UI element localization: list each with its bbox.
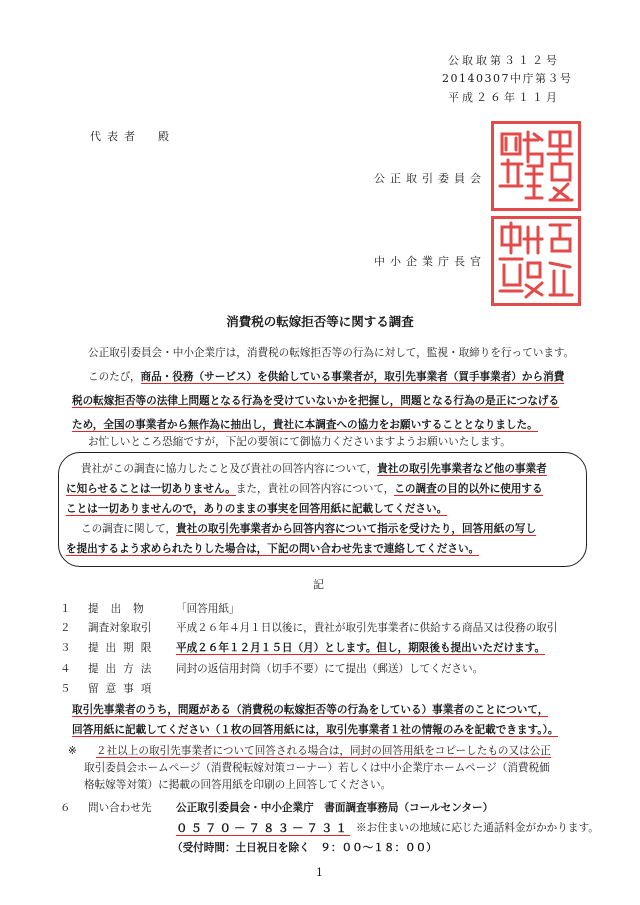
footnote-line-2: 取引委員会ホームページ（消費税転嫁対策コーナー）若しくは中小企業庁ホームページ（消費税価 <box>84 762 550 774</box>
notice-2-plain: また，貴社の回答内容について， <box>235 483 395 495</box>
ki-heading: 記 <box>313 578 324 591</box>
footnote-line-3: 格転嫁等対策）に掲載の回答用紙を印刷の上回答してください。 <box>84 779 392 791</box>
intro-paragraph-3: お忙しいところ恐縮ですが，下記の要領にて御協力くださいますようお願いいたします。 <box>88 436 511 448</box>
notice-2-emphasis-2: この調査の目的以外に使用する <box>394 483 543 495</box>
contact-phone-text[interactable]: ０５７０－７８３－７３１ <box>176 821 350 835</box>
item-3-value-text: 平成２６年１２月１５日（月）とします。但し，期限後も提出いただけます。 <box>176 642 546 654</box>
page-title: 消費税の転嫁拒否等に関する調査 <box>226 314 414 329</box>
intro-paragraph-1: 公正取引委員会・中小企業庁は，消費税の転嫁拒否等の行為に対して，監視・取締りを行っています。 <box>88 347 575 359</box>
intro-2-line-2-text: 税の転嫁拒否等の法律上問題となる行為を受けていないかを把握し，問題となる行為の是正につなげる <box>72 395 560 407</box>
intro-paragraph-2-line-2 <box>72 393 559 409</box>
footnote-line-1 <box>96 743 551 759</box>
item-4-label <box>88 661 158 677</box>
item-1-label <box>88 601 156 617</box>
notice-line-1 <box>81 461 547 477</box>
remark-2-text: 回答用紙に記載してください（１枚の回答用紙には，取引先事業者１社の情報のみを記載できます。）。 <box>72 724 559 736</box>
notice-4-emphasis: 貴社の取引先事業者から回答内容について指示を受けたり，回答用紙の写し <box>176 523 537 535</box>
sme-agency-seal-stamp <box>491 216 581 306</box>
item-3-label-text: 提出期限 <box>88 642 159 654</box>
notice-line-4 <box>81 521 536 537</box>
item-5-label <box>88 681 158 697</box>
remark-line-1 <box>72 702 548 718</box>
item-3-value <box>176 640 545 656</box>
item-1-number: １ <box>60 603 71 615</box>
contact-organization: 公正取引委員会・中小企業庁 書面調査事務局（コールセンター） <box>176 802 494 814</box>
contact-number: ６ <box>60 802 71 814</box>
item-2-label: 調査対象取引 <box>88 622 152 634</box>
notice-line-2 <box>66 481 543 497</box>
addressee: 代表者 殿 <box>90 130 175 143</box>
jftc-seal-stamp <box>491 121 581 211</box>
intro-2-emphasis: 商品・役務（サービス）を供給している事業者が，取引先事業者（買手事業者）から消費 <box>140 371 565 383</box>
item-4-label-text: 提出方法 <box>88 663 159 675</box>
jftc-seal-glyph <box>494 124 578 208</box>
notice-5-text: を提出するよう求められたりした場合は，下記の問い合わせ先まで連絡してください。 <box>66 543 480 555</box>
notice-1-emphasis: 貴社の取引先事業者など他の事業者 <box>377 463 547 475</box>
notice-line-5 <box>66 541 479 557</box>
notice-4-plain: この調査に関して， <box>81 523 177 535</box>
item-4-number: ４ <box>60 663 71 675</box>
notice-3-text: ことは一切ありませんので，ありのままの事実を回答用紙に記載してください。 <box>66 503 448 515</box>
item-4-value: 同封の返信用封筒（切手不要）にて提出（郵送）してください。 <box>176 663 484 675</box>
document-number-2: 20140307中庁第３号 <box>442 72 573 85</box>
remark-line-2 <box>72 722 558 738</box>
footnote-mark: ※ <box>68 745 77 757</box>
item-2-number: ２ <box>60 622 71 634</box>
sme-agency-seal-glyph <box>494 219 578 303</box>
notice-1-plain: 貴社がこの調査に協力したこと及び貴社の回答内容について， <box>81 463 378 475</box>
footnote-1-text: ２社以上の取引先事業者について回答される場合は，同封の回答用紙をコピーしたもの又は公正 <box>96 745 551 757</box>
item-3-label <box>88 640 158 656</box>
contact-label: 問い合わせ先 <box>88 802 152 814</box>
issue-date: 平成２６年１１月 <box>448 91 560 104</box>
contact-phone-note: ※お住まいの地域に応じた通話料金がかかります。 <box>356 822 599 834</box>
sender-jftc: 公正取引委員会 <box>374 172 486 185</box>
intro-2-lead: このたび， <box>88 371 141 383</box>
notice-2-emphasis: に知らせることは一切ありません。 <box>66 483 236 495</box>
item-3-number: ３ <box>60 642 71 654</box>
item-1-value: 「回答用紙」 <box>176 603 240 615</box>
intro-2-line-3-text: ため，全国の事業者から無作為に抽出し，貴社に本調査への協力をお願いすることとなりました。 <box>72 419 538 431</box>
item-5-label-text: 留意事項 <box>88 683 159 695</box>
item-1-label-text: 提出物 <box>88 603 156 615</box>
contact-phone[interactable] <box>176 820 350 836</box>
intro-paragraph-2-line-1 <box>88 369 564 385</box>
notice-line-3 <box>66 501 447 517</box>
item-2-value: 平成２６年４月１日以後に，貴社が取引先事業者に供給する商品又は役務の取引 <box>176 622 558 634</box>
remark-1-text: 取引先事業者のうち，問題がある（消費税の転嫁拒否等の行為をしている）事業者のことについて， <box>72 704 549 716</box>
page-number: 1 <box>316 866 323 879</box>
document-number: 公取取第３１２号 <box>448 54 560 67</box>
sender-sme-agency: 中小企業庁長官 <box>374 255 486 268</box>
contact-hours: （受付時間：土日祝日を除く ９：００～１８：００） <box>172 842 437 854</box>
intro-paragraph-2-line-3 <box>72 417 538 433</box>
item-5-number: ５ <box>60 683 71 695</box>
